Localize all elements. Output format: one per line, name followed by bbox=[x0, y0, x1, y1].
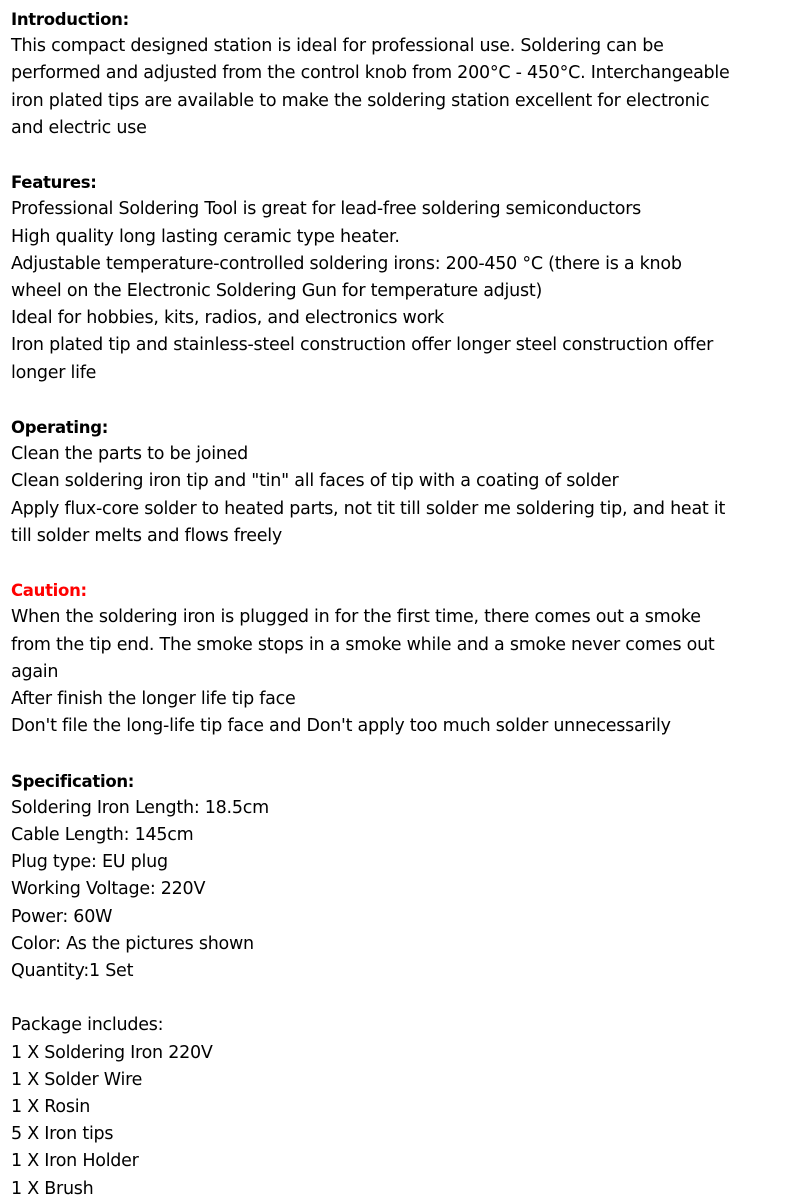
introduction-text-line: and electric use bbox=[11, 117, 147, 138]
caution-text-line: When the soldering iron is plugged in for the first time, there comes out a smoke bbox=[11, 607, 701, 628]
operating-section bbox=[11, 414, 793, 550]
section-spacer bbox=[11, 985, 793, 1012]
caution-text-line: Don't file the long-life tip face and Don't apply too much solder unnecessarily bbox=[11, 716, 671, 737]
features-heading: Features: bbox=[11, 173, 97, 193]
product-description bbox=[11, 6, 793, 1203]
feature-line: Iron plated tip and stainless-steel construction offer longer steel construction offer bbox=[11, 335, 714, 356]
section-spacer bbox=[11, 387, 793, 414]
feature-line: High quality long lasting ceramic type heater. bbox=[11, 226, 400, 247]
feature-line: longer life bbox=[11, 362, 97, 383]
package-section bbox=[11, 1012, 793, 1202]
feature-line: Ideal for hobbies, kits, radios, and electronics work bbox=[11, 308, 444, 329]
package-item: 1 X Soldering Iron 220V bbox=[11, 1042, 213, 1063]
section-spacer bbox=[11, 740, 793, 767]
operating-step-line: till solder melts and flows freely bbox=[11, 525, 282, 546]
operating-step-line: Clean the parts to be joined bbox=[11, 444, 249, 465]
feature-line: wheel on the Electronic Soldering Gun for temperature adjust) bbox=[11, 281, 543, 302]
section-spacer bbox=[11, 142, 793, 169]
spec-line: Soldering Iron Length: 18.5cm bbox=[11, 797, 269, 818]
spec-line: Color: As the pictures shown bbox=[11, 933, 254, 954]
spec-line: Working Voltage: 220V bbox=[11, 879, 206, 900]
introduction-text-line: iron plated tips are available to make the soldering station excellent for electronic bbox=[11, 90, 710, 111]
package-item: 1 X Rosin bbox=[11, 1097, 91, 1118]
package-item: 1 X Solder Wire bbox=[11, 1069, 143, 1090]
caution-text-line: from the tip end. The smoke stops in a smoke while and a smoke never comes out bbox=[11, 634, 715, 655]
section-spacer bbox=[11, 550, 793, 577]
package-item: 1 X Iron Holder bbox=[11, 1151, 139, 1172]
introduction-text-line: performed and adjusted from the control knob from 200°C - 450°C. Interchangeable bbox=[11, 63, 730, 84]
specification-section bbox=[11, 768, 793, 986]
caution-section bbox=[11, 577, 793, 740]
introduction-text-line: This compact designed station is ideal for professional use. Soldering can be bbox=[11, 36, 664, 57]
introduction-heading: Introduction: bbox=[11, 10, 129, 29]
feature-line: Professional Soldering Tool is great for lead-free soldering semiconductors bbox=[11, 199, 642, 220]
spec-line: Quantity:1 Set bbox=[11, 961, 134, 982]
operating-step-line: Apply flux-core solder to heated parts, not tit till solder me soldering tip, and heat it bbox=[11, 498, 726, 519]
spec-line: Cable Length: 145cm bbox=[11, 825, 194, 846]
caution-text-line: After finish the longer life tip face bbox=[11, 689, 296, 710]
spec-line: Power: 60W bbox=[11, 906, 113, 927]
package-item: 1 X Brush bbox=[11, 1178, 94, 1199]
caution-heading: Caution: bbox=[11, 581, 87, 601]
introduction-section bbox=[11, 6, 793, 142]
feature-line: Adjustable temperature-controlled soldering irons: 200-450 °C (there is a knob bbox=[11, 253, 682, 274]
spec-line: Plug type: EU plug bbox=[11, 852, 168, 873]
operating-heading: Operating: bbox=[11, 418, 108, 438]
package-heading: Package includes: bbox=[11, 1015, 164, 1036]
caution-text-line: again bbox=[11, 661, 59, 682]
operating-step-line: Clean soldering iron tip and "tin" all faces of tip with a coating of solder bbox=[11, 471, 619, 492]
package-item: 5 X Iron tips bbox=[11, 1124, 114, 1145]
features-section bbox=[11, 169, 793, 387]
specification-heading: Specification: bbox=[11, 771, 135, 791]
